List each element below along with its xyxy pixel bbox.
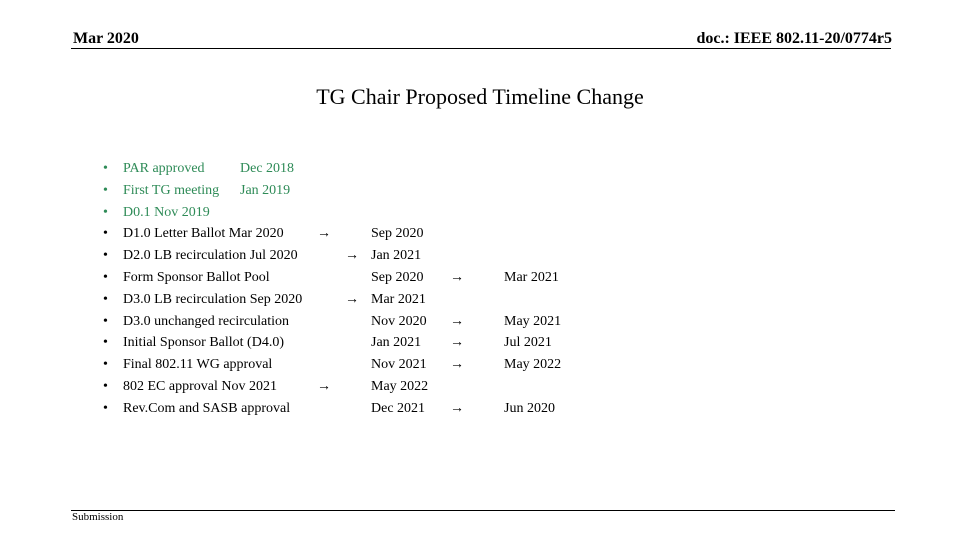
arrow-icon: →	[450, 400, 464, 416]
timeline-item	[0, 202, 960, 224]
new-date: Nov 2021	[371, 357, 427, 373]
arrow-icon: →	[345, 291, 359, 307]
item-label: Form Sponsor Ballot Pool	[123, 269, 270, 285]
timeline-item	[0, 267, 960, 289]
arrow-icon: →	[450, 269, 464, 285]
timeline-item	[0, 245, 960, 267]
item-label: PAR approved	[123, 161, 205, 176]
arrow-icon: →	[345, 248, 359, 264]
new-date: Dec 2021	[371, 400, 426, 416]
bullet: •	[103, 204, 108, 220]
timeline-item	[0, 332, 960, 354]
timeline-item	[0, 158, 960, 180]
arrow-icon: →	[450, 335, 464, 351]
revised-date: Jun 2020	[504, 400, 555, 416]
item-label: Final 802.11 WG approval	[123, 357, 273, 373]
item-label: First TG meeting	[123, 182, 220, 198]
bullet: •	[103, 335, 108, 351]
new-date: Sep 2020	[371, 226, 424, 242]
bullet: •	[103, 400, 108, 416]
new-date: Jan 2021	[371, 335, 422, 351]
new-date: May 2022	[371, 378, 429, 394]
timeline-item	[0, 289, 960, 311]
header-divider	[71, 48, 891, 49]
revised-date: May 2021	[504, 313, 562, 329]
item-label: D3.0 unchanged recirculation	[123, 313, 289, 329]
header-doc-id: doc.: IEEE 802.11-20/0774r5	[696, 30, 892, 47]
timeline-list	[0, 158, 960, 420]
timeline-item	[0, 376, 960, 398]
new-date: Sep 2020	[371, 269, 424, 285]
footer-label: Submission	[72, 511, 124, 523]
arrow-icon: →	[450, 357, 464, 373]
revised-date: Jul 2021	[504, 335, 552, 351]
bullet: •	[103, 357, 108, 373]
item-date: Dec 2018	[240, 161, 295, 176]
bullet: •	[103, 269, 108, 285]
item-label: Initial Sponsor Ballot (D4.0)	[123, 335, 284, 351]
item-label: Rev.Com and SASB approval	[123, 400, 291, 416]
timeline-item	[0, 354, 960, 376]
arrow-icon: →	[317, 378, 331, 394]
item-label: D3.0 LB recirculation Sep 2020	[123, 291, 303, 307]
revised-date: May 2022	[504, 357, 562, 373]
bullet: •	[103, 161, 108, 176]
new-date: Mar 2021	[371, 291, 426, 307]
item-date: Jan 2019	[240, 182, 291, 198]
item-label: D1.0 Letter Ballot Mar 2020	[123, 226, 284, 242]
bullet: •	[103, 291, 108, 307]
arrow-icon: →	[450, 313, 464, 329]
timeline-item	[0, 180, 960, 202]
item-label: D0.1 Nov 2019	[123, 204, 210, 220]
new-date: Nov 2020	[371, 313, 427, 329]
bullet: •	[103, 313, 108, 329]
timeline-item	[0, 223, 960, 245]
bullet: •	[103, 248, 108, 264]
arrow-icon: →	[317, 226, 331, 242]
timeline-item	[0, 398, 960, 420]
item-label: D2.0 LB recirculation Jul 2020	[123, 248, 298, 264]
timeline-item	[0, 311, 960, 333]
footer-divider	[71, 510, 895, 511]
bullet: •	[103, 182, 108, 198]
item-label: 802 EC approval Nov 2021	[123, 378, 277, 394]
bullet: •	[103, 378, 108, 394]
bullet: •	[103, 226, 108, 242]
new-date: Jan 2021	[371, 248, 422, 264]
slide-title: TG Chair Proposed Timeline Change	[316, 84, 644, 109]
header-date: Mar 2020	[73, 30, 139, 47]
revised-date: Mar 2021	[504, 269, 559, 285]
